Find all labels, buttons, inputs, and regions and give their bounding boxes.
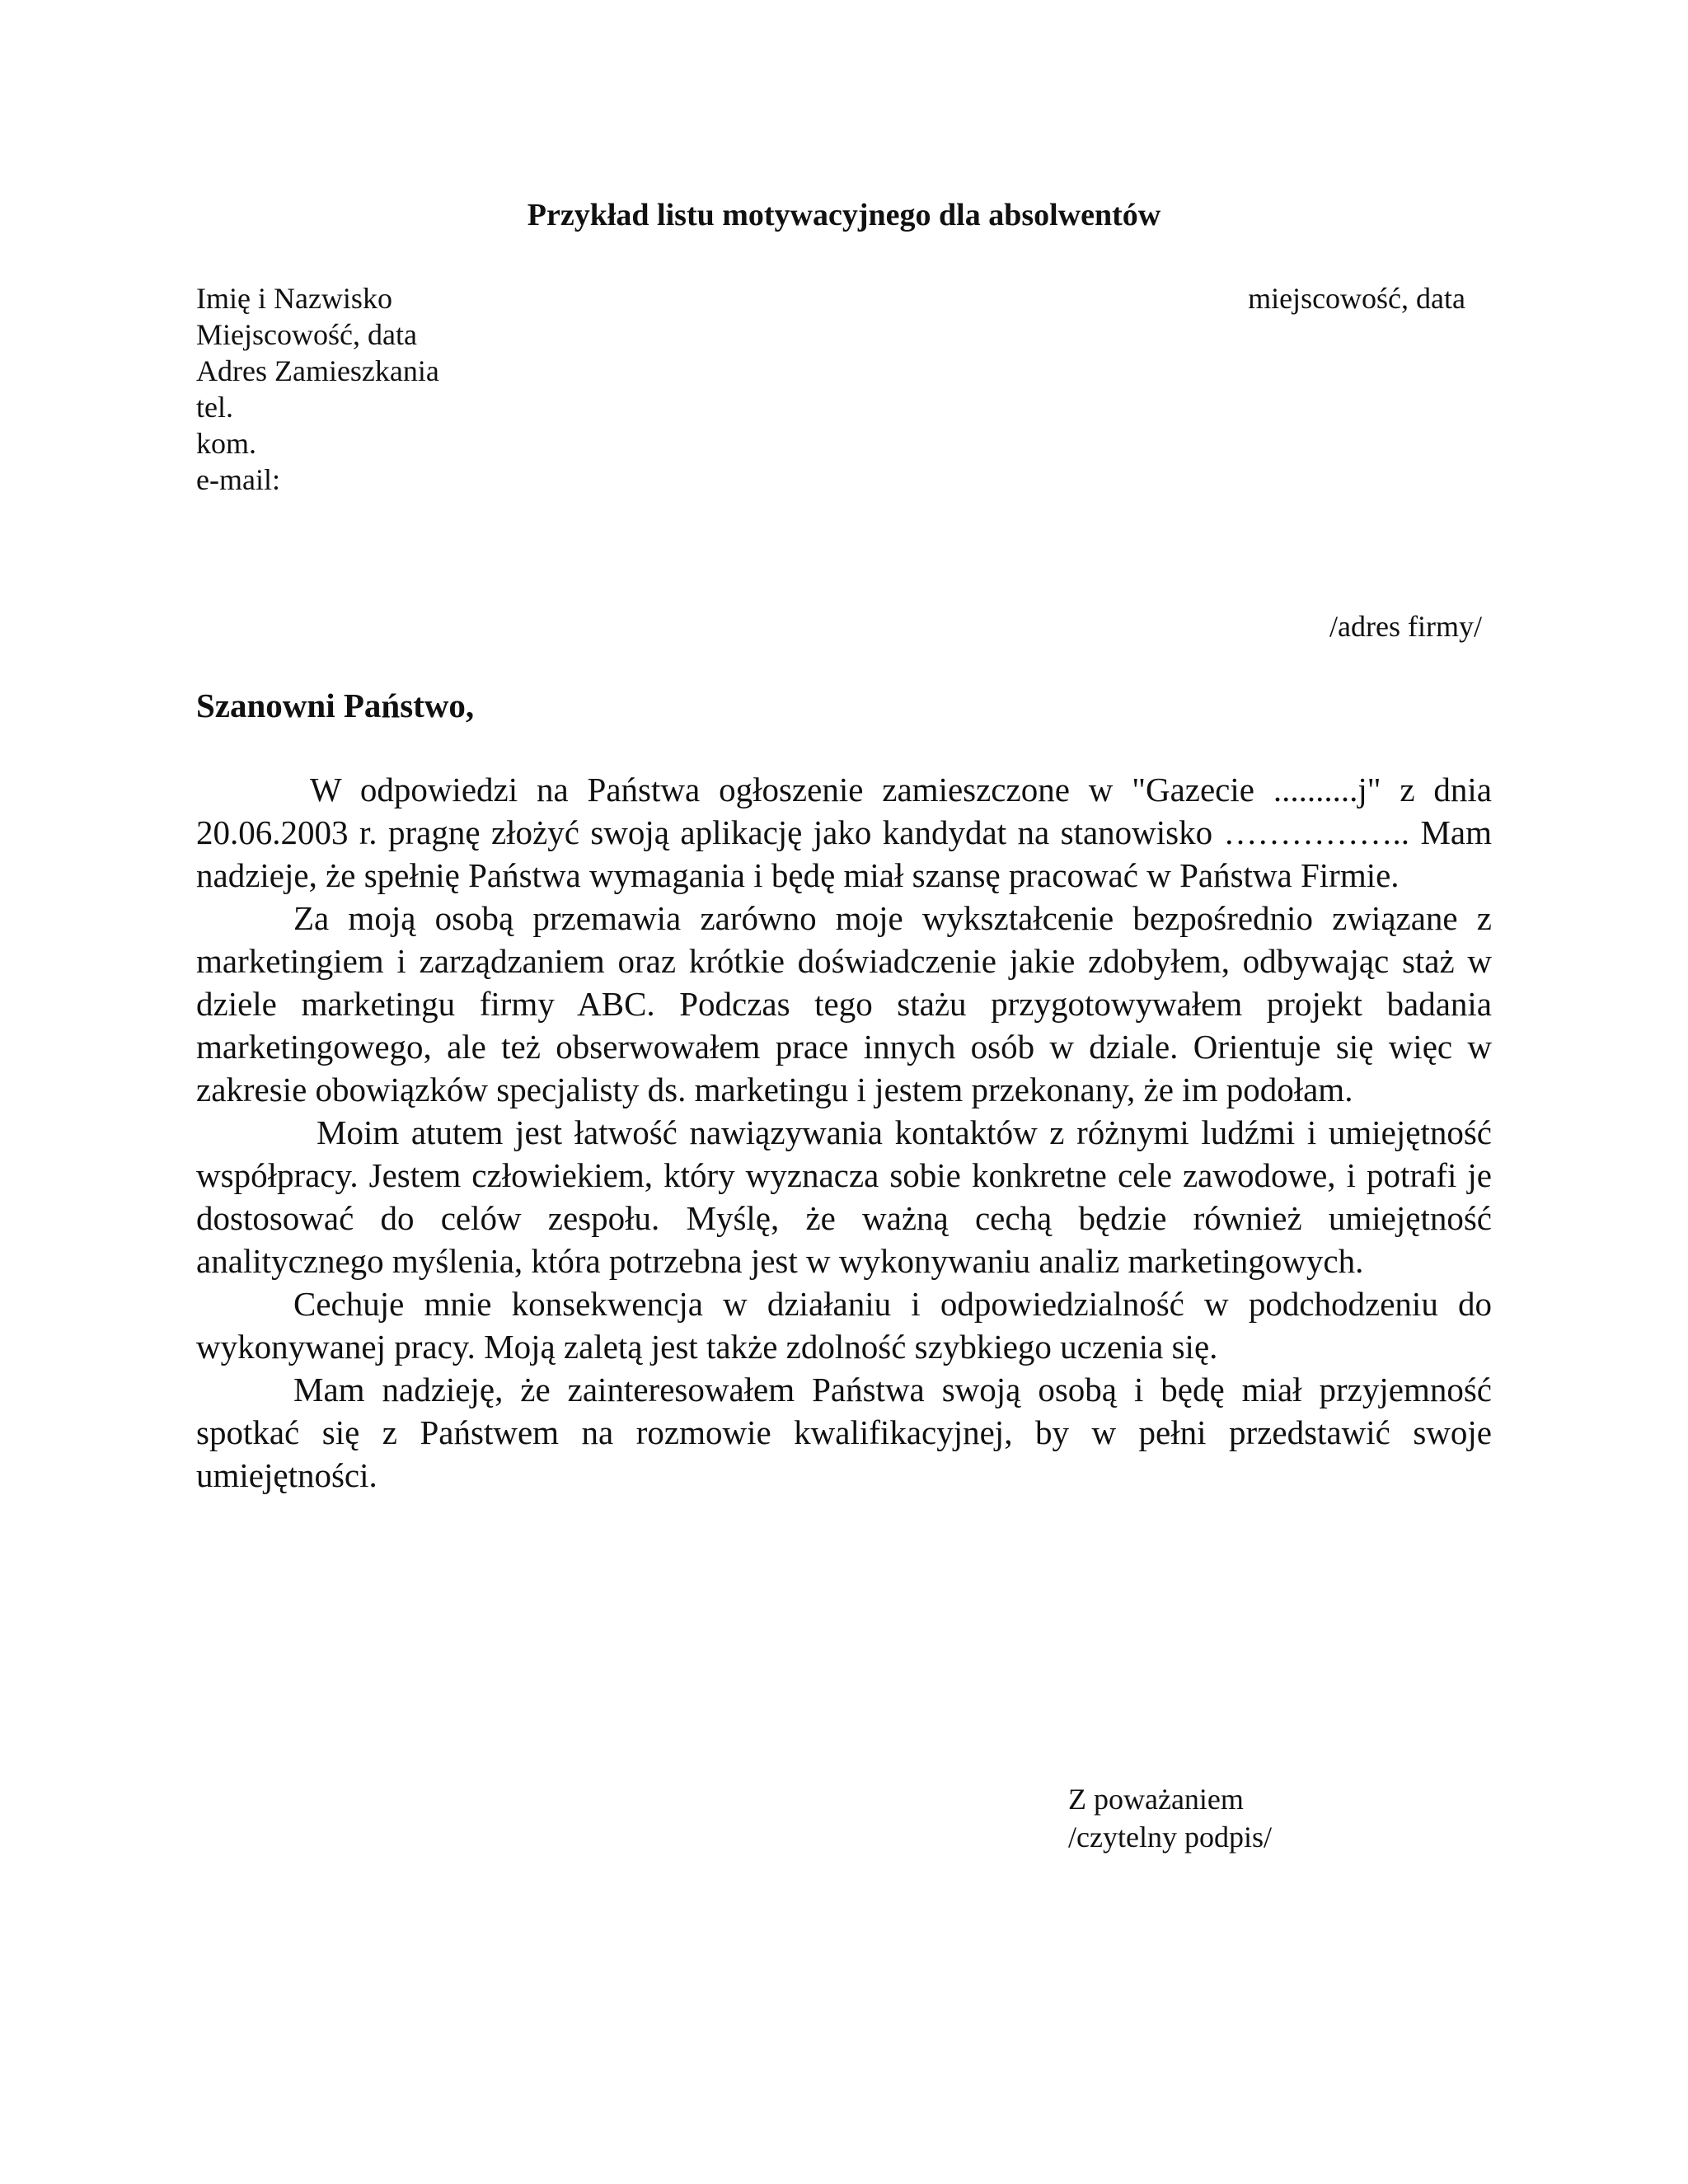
paragraph-5: Mam nadzieję, że zainteresowałem Państwa swoją osobą i będę miał przyjemność spotkać się z Państwem na rozmowie kwalifikacyjnej, by w pełni przedstawić swoje umiejętności. <box>196 1371 1492 1494</box>
paragraph-4: Cechuje mnie konsekwencja w działaniu i odpowiedzialność w podchodzeniu do wykonywanej pracy. Moją zaletą jest także zdolność szybkiego uczenia się. <box>196 1285 1492 1366</box>
sender-email: e-mail: <box>196 463 280 496</box>
letter-body <box>196 768 1492 1497</box>
sender-city-date: Miejscowość, data <box>196 318 417 351</box>
sender-mobile: kom. <box>196 427 257 460</box>
signature-placeholder: /czytelny podpis/ <box>1068 1821 1272 1854</box>
sender-name: Imię i Nazwisko <box>196 282 392 315</box>
paragraph-1: W odpowiedzi na Państwa ogłoszenie zamieszczone w "Gazecie ..........j" z dnia 20.06.2003 r. pragnę złożyć swoją aplikację jako kandydat na stanowisko …………….. Mam nadzieje, że spełnię Państwa wymagania i będę miał szansę pracować w Państwa Firmie. <box>196 771 1492 894</box>
closing-phrase: Z poważaniem <box>1068 1783 1244 1816</box>
document-title: Przykład listu motywacyjnego dla absolwentów <box>527 198 1161 232</box>
company-address: /adres firmy/ <box>1329 610 1482 643</box>
sender-address: Adres Zamieszkania <box>196 354 439 387</box>
paragraph-2: Za moją osobą przemawia zarówno moje wykształcenie bezpośrednio związane z marketingiem i zarządzaniem oraz krótkie doświadczenie jakie zdobyłem, odbywając staż w dziele marketingu firmy ABC. Podczas tego stażu przygotowywałem projekt badania marketingowego, ale też obserwowałem prace innych osób w dziale. Orientuje się więc w zakresie obowiązków specjalisty ds. marketingu i jestem przekonany, że im podołam. <box>196 899 1492 1108</box>
paragraph-3: Moim atutem jest łatwość nawiązywania kontaktów z różnymi ludźmi i umiejętność współpracy. Jestem człowiekiem, który wyznacza sobie konkretne cele zawodowe, i potrafi je dostosować do celów zespołu. Myślę, że ważną cechą będzie również umiejętność analitycznego myślenia, która potrzebna jest w wykonywaniu analiz marketingowych. <box>196 1113 1492 1280</box>
sender-block <box>196 280 439 498</box>
closing-block <box>1068 1780 1272 1856</box>
sender-phone: tel. <box>196 391 233 424</box>
salutation: Szanowni Państwo, <box>196 687 475 724</box>
place-date: miejscowość, data <box>1248 282 1465 315</box>
